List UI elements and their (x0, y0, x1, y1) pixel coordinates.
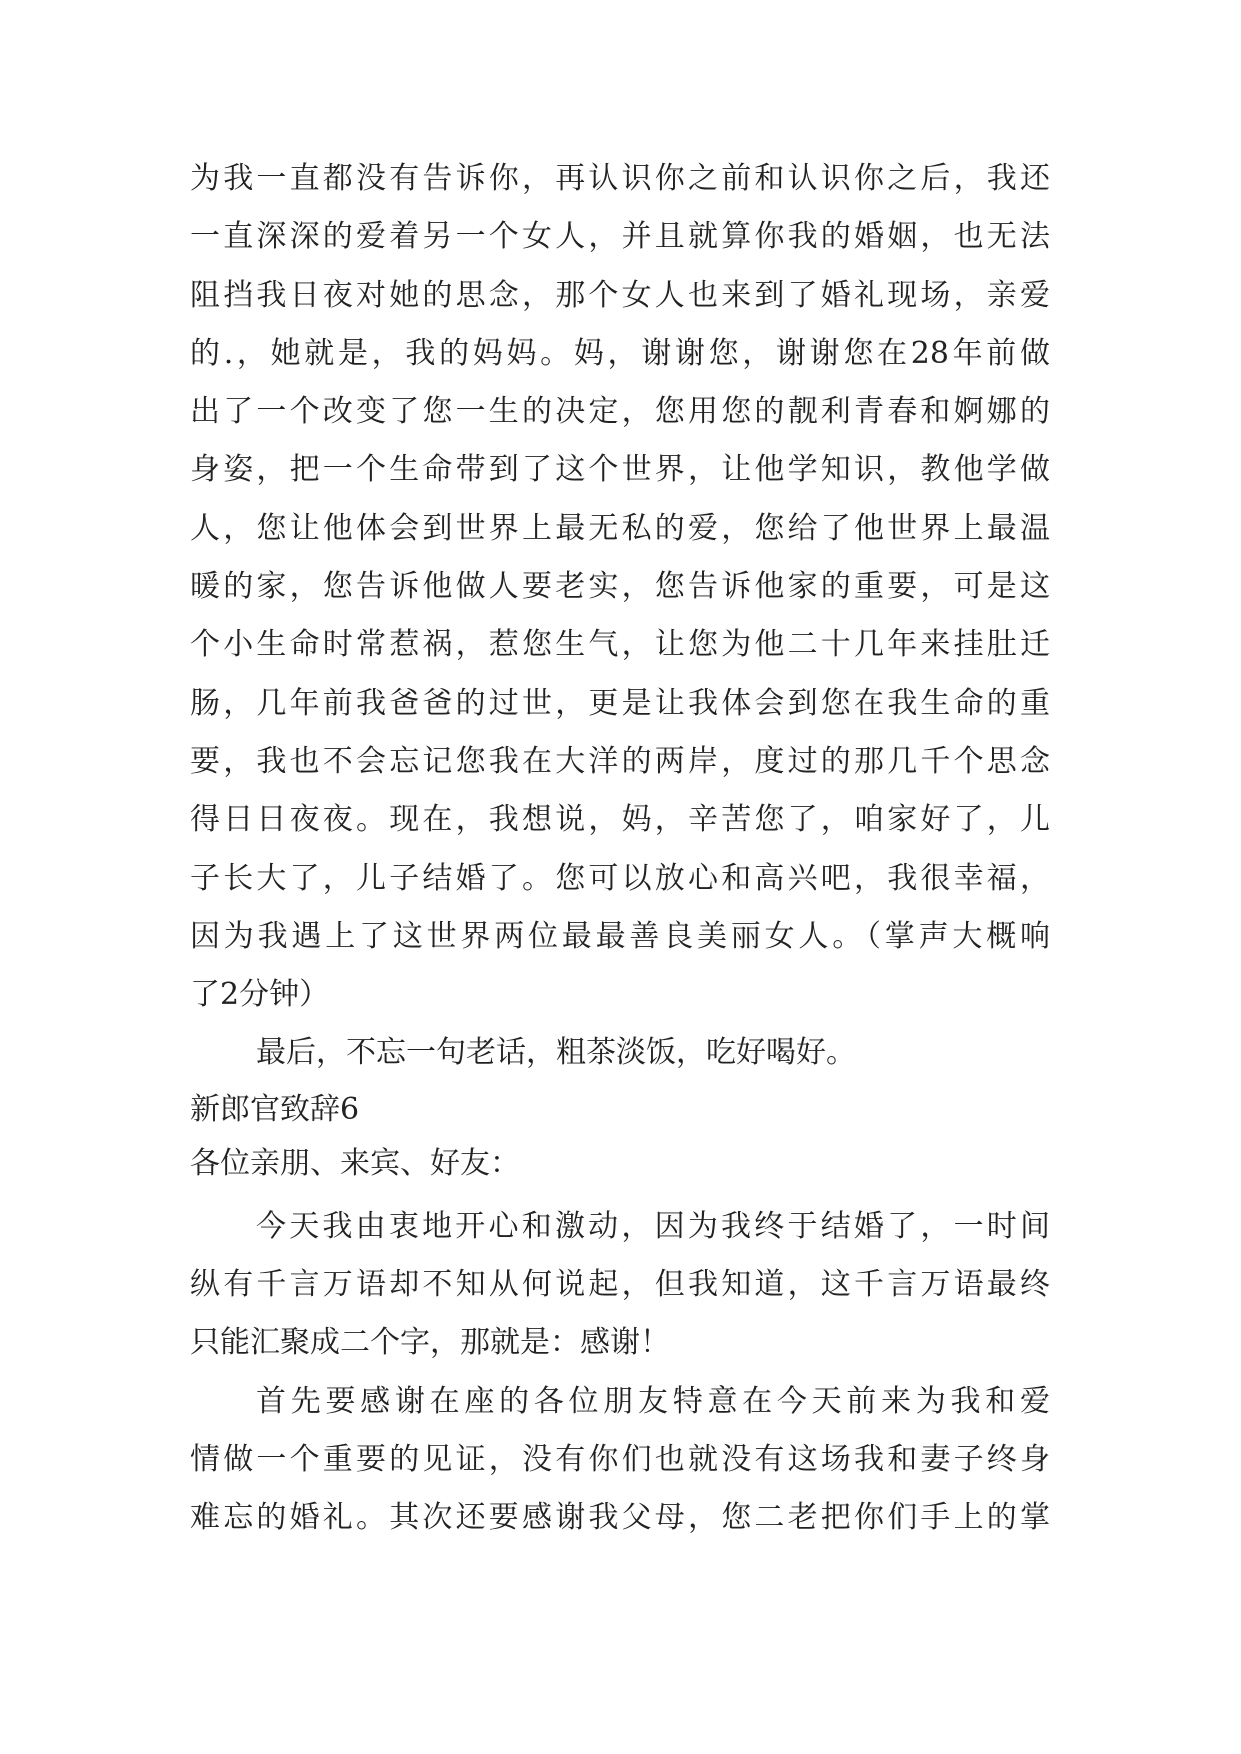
paragraph-1-line: 今天我由衷地开心和激动，因为我终于结婚了，一时间 (256, 1208, 1050, 1244)
section-title: 新郎官致辞6 (190, 1091, 360, 1127)
document-body (190, 150, 1050, 1548)
text-line: 为我一直都没有告诉你，再认识你之前和认识你之后，我还 (190, 161, 1050, 196)
text-line: 暖的家，您告诉他做人要老实，您告诉他家的重要，可是这 (190, 569, 1050, 605)
closing-line: 最后，不忘一句老话，粗茶淡饭，吃好喝好。 (256, 1035, 856, 1071)
text-line: 子长大了，儿子结婚了。您可以放心和高兴吧，我很幸福， (190, 860, 1050, 896)
text-line: 人，您让他体会到世界上最无私的爱，您给了他世界上最温 (190, 510, 1050, 546)
text-line: 出了一个改变了您一生的决定，您用您的靓利青春和婀娜的 (190, 394, 1050, 430)
text-line: 阻挡我日夜对她的思念，那个女人也来到了婚礼现场，亲爱 (190, 277, 1050, 313)
text-line: 因为我遇上了这世界两位最最善良美丽女人。（掌声大概响 (190, 918, 1050, 954)
text-line: 了2分钟） (190, 977, 330, 1013)
text-line: 肠，几年前我爸爸的过世，更是让我体会到您在我生命的重 (190, 685, 1050, 721)
text-line: 一直深深的爱着另一个女人，并且就算你我的婚姻，也无法 (190, 219, 1050, 255)
paragraph-2-line: 情做一个重要的见证，没有你们也就没有这场我和妻子终身 (190, 1441, 1050, 1477)
text-line: 的.，她就是，我的妈妈。妈，谢谢您，谢谢您在28年前做 (190, 335, 1050, 371)
paragraph-1-line: 只能汇聚成二个字，那就是：感谢！ (190, 1325, 670, 1361)
text-line: 身姿，把一个生命带到了这个世界，让他学知识，教他学做 (190, 452, 1050, 488)
paragraph-2-line: 首先要感谢在座的各位朋友特意在今天前来为我和爱 (256, 1383, 1050, 1419)
text-line: 个小生命时常惹祸，惹您生气，让您为他二十几年来挂肚迁 (190, 627, 1050, 663)
text-line: 要，我也不会忘记您我在大洋的两岸，度过的那几千个思念 (190, 743, 1050, 779)
paragraph-2-line: 难忘的婚礼。其次还要感谢我父母，您二老把你们手上的掌 (190, 1500, 1050, 1536)
paragraph-1-line: 纵有千言万语却不知从何说起，但我知道，这千言万语最终 (190, 1267, 1050, 1303)
text-line: 得日日夜夜。现在，我想说，妈，辛苦您了，咱家好了，儿 (190, 802, 1050, 838)
salutation: 各位亲朋、来宾、好友： (190, 1145, 520, 1181)
